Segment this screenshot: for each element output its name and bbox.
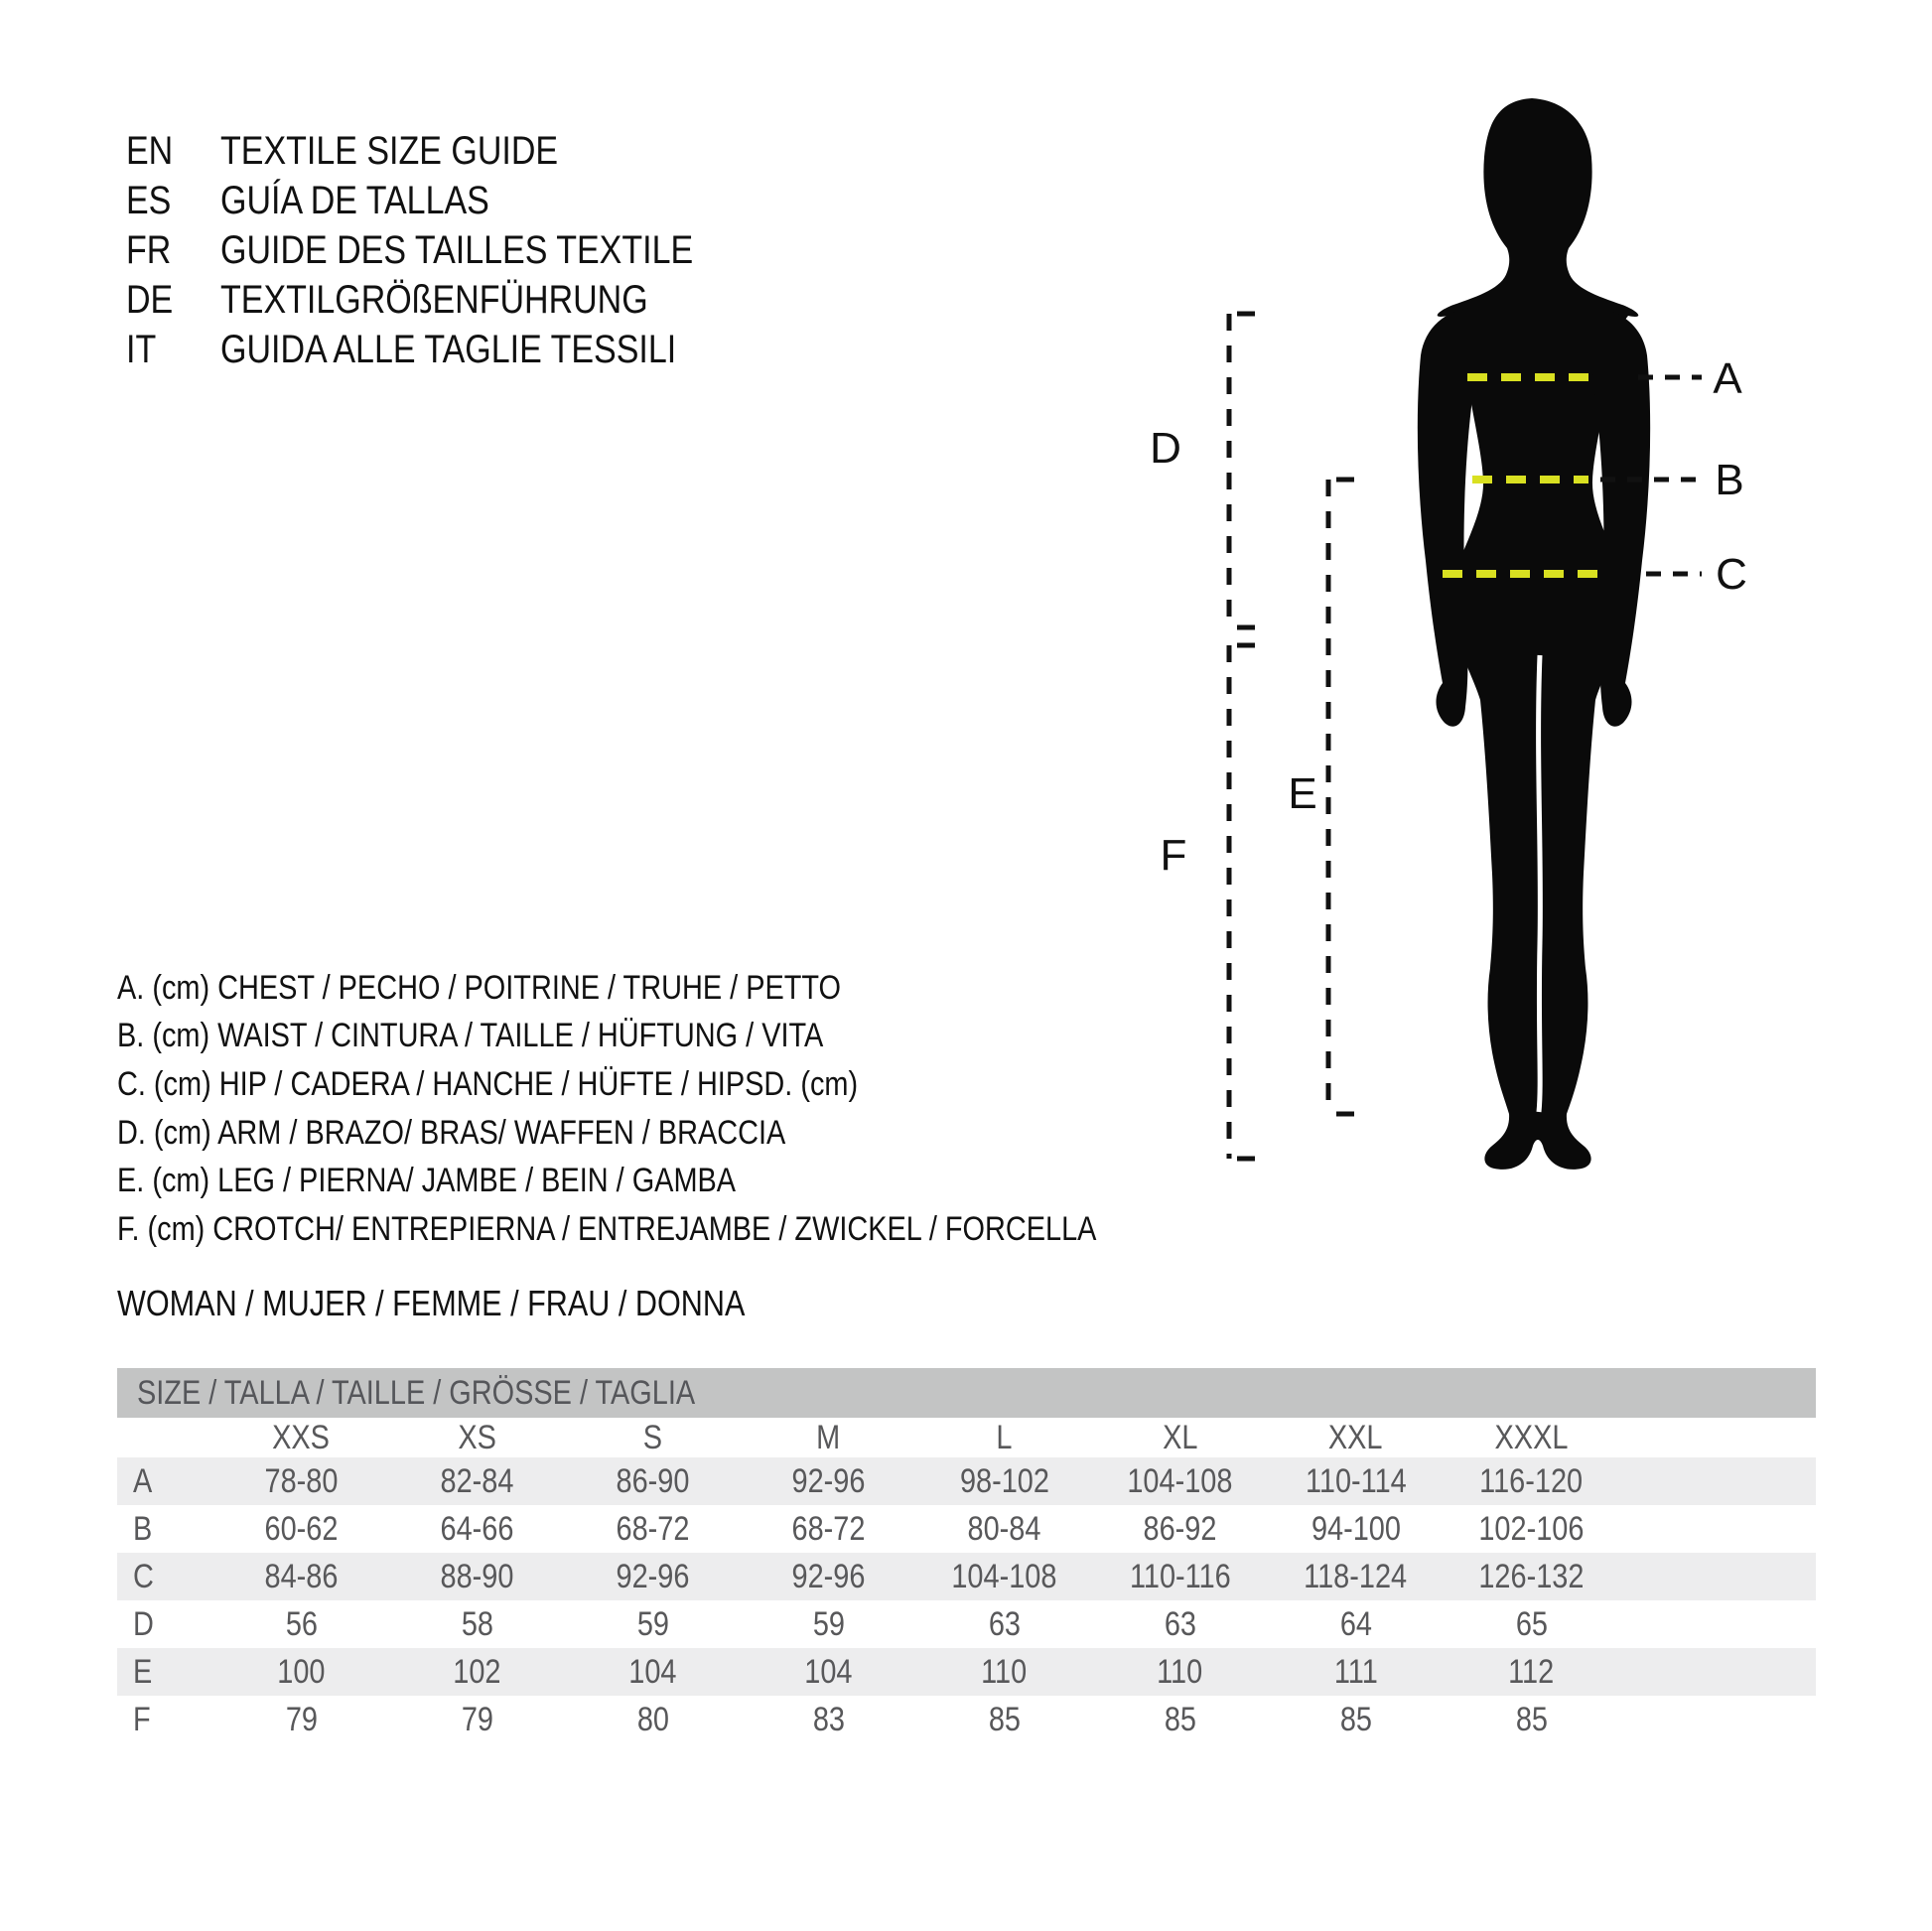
table-row [117, 1457, 1816, 1505]
marker-label-waist: B [1715, 456, 1744, 504]
cell-value: 79 [461, 1700, 493, 1738]
legend-item-arm: D. (cm) ARM / BRAZO/ BRAS/ WAFFEN / BRACCIA [117, 1113, 786, 1152]
cell-value: 86-92 [1143, 1509, 1217, 1548]
right-arm-silhouette [1591, 308, 1650, 727]
cell-value: 63 [988, 1604, 1021, 1643]
legend-item-waist: B. (cm) WAIST / CINTURA / TAILLE / HÜFTUNG / VITA [117, 1017, 824, 1055]
cell-value: 92-96 [791, 1557, 866, 1595]
row-label: D [133, 1604, 154, 1643]
cell-value: 110 [1157, 1652, 1203, 1691]
cell-value: 104-108 [951, 1557, 1057, 1595]
cell-value: 85 [1339, 1700, 1372, 1738]
cell-value: 104 [804, 1652, 853, 1691]
table-row [117, 1696, 1816, 1743]
cell-value: 94-100 [1311, 1509, 1401, 1548]
cell-value: 102-106 [1478, 1509, 1585, 1548]
row-label: C [133, 1557, 154, 1595]
leg-gap-line [1539, 655, 1541, 1112]
size-col-label: XXS [272, 1418, 331, 1456]
cell-value: 85 [988, 1700, 1021, 1738]
size-columns-row [117, 1418, 1816, 1457]
table-row [117, 1505, 1816, 1553]
size-col-label: M [816, 1418, 841, 1456]
cell-value: 88-90 [440, 1557, 514, 1595]
cell-value: 118-124 [1304, 1557, 1408, 1595]
row-label: B [133, 1509, 153, 1548]
marker-label-hip: C [1716, 550, 1747, 599]
cell-value: 102 [453, 1652, 501, 1691]
marker-label-arm: D [1150, 424, 1181, 473]
cell-value: 104-108 [1127, 1461, 1233, 1500]
language-code: ES [126, 178, 172, 222]
cell-value: 58 [461, 1604, 493, 1643]
marker-label-crotch: F [1160, 831, 1187, 880]
cell-value: 68-72 [616, 1509, 690, 1548]
cell-value: 85 [1515, 1700, 1548, 1738]
row-label: F [133, 1700, 151, 1738]
cell-value: 110-114 [1305, 1461, 1407, 1500]
cell-value: 65 [1515, 1604, 1548, 1643]
cell-value: 63 [1164, 1604, 1196, 1643]
cell-value: 59 [812, 1604, 845, 1643]
size-col-label: XXL [1328, 1418, 1383, 1456]
left-arm-silhouette [1418, 308, 1476, 727]
cell-value: 78-80 [264, 1461, 339, 1500]
legend-item-hip: C. (cm) HIP / CADERA / HANCHE / HÜFTE / HIPSD. (cm) [117, 1064, 859, 1103]
size-table-header [117, 1368, 1816, 1418]
cell-value: 83 [812, 1700, 845, 1738]
language-code: DE [126, 277, 174, 322]
cell-value: 110-116 [1129, 1557, 1231, 1595]
marker-label-leg: E [1288, 769, 1317, 818]
language-code: EN [126, 128, 174, 173]
cell-value: 112 [1508, 1652, 1555, 1691]
legend-item-chest: A. (cm) CHEST / PECHO / POITRINE / TRUHE / PETTO [117, 968, 842, 1007]
size-col-label: XL [1162, 1418, 1198, 1456]
cell-value: 79 [285, 1700, 318, 1738]
cell-value: 84-86 [264, 1557, 339, 1595]
cell-value: 68-72 [791, 1509, 866, 1548]
legend-item-crotch: F. (cm) CROTCH/ ENTREPIERNA / ENTREJAMBE / ZWICKEL / FORCELLA [117, 1209, 1097, 1248]
cell-value: 82-84 [440, 1461, 514, 1500]
language-title: GUÍA DE TALLAS [220, 178, 489, 222]
language-title: GUIDE DES TAILLES TEXTILE [220, 227, 694, 272]
cell-value: 110 [981, 1652, 1028, 1691]
cell-value: 92-96 [616, 1557, 690, 1595]
language-title: TEXTILE SIZE GUIDE [220, 128, 559, 173]
cell-value: 64-66 [440, 1509, 514, 1548]
row-label: E [133, 1652, 153, 1691]
cell-value: 60-62 [264, 1509, 339, 1548]
size-col-label: S [642, 1418, 663, 1456]
size-table-header-label: SIZE / TALLA / TAILLE / GRÖSSE / TAGLIA [137, 1373, 696, 1412]
table-row [117, 1600, 1816, 1648]
cell-value: 116-120 [1479, 1461, 1584, 1500]
measurement-legend [117, 964, 1270, 1254]
cell-value: 85 [1164, 1700, 1196, 1738]
gender-title: WOMAN / MUJER / FEMME / FRAU / DONNA [117, 1283, 746, 1323]
table-row [117, 1648, 1816, 1696]
language-title: TEXTILGRÖßENFÜHRUNG [220, 277, 648, 322]
size-col-label: L [996, 1418, 1013, 1456]
language-code: FR [126, 227, 172, 272]
language-code: IT [126, 327, 157, 371]
cell-value: 80-84 [967, 1509, 1041, 1548]
table-row [117, 1553, 1816, 1600]
cell-value: 86-90 [616, 1461, 690, 1500]
cell-value: 100 [277, 1652, 326, 1691]
cell-value: 104 [628, 1652, 677, 1691]
cell-value: 92-96 [791, 1461, 866, 1500]
legend-item-leg: E. (cm) LEG / PIERNA/ JAMBE / BEIN / GAMBA [117, 1162, 737, 1200]
cell-value: 111 [1333, 1652, 1378, 1691]
cell-value: 59 [636, 1604, 669, 1643]
size-col-label: XS [458, 1418, 496, 1456]
size-table [117, 1368, 1816, 1743]
language-title: GUIDA ALLE TAGLIE TESSILI [220, 327, 677, 371]
size-col-label: XXXL [1494, 1418, 1569, 1456]
marker-label-chest: A [1713, 354, 1742, 403]
row-label: A [133, 1461, 153, 1500]
cell-value: 56 [285, 1604, 318, 1643]
cell-value: 126-132 [1478, 1557, 1585, 1595]
cell-value: 98-102 [959, 1461, 1049, 1500]
cell-value: 64 [1339, 1604, 1372, 1643]
cell-value: 80 [636, 1700, 669, 1738]
